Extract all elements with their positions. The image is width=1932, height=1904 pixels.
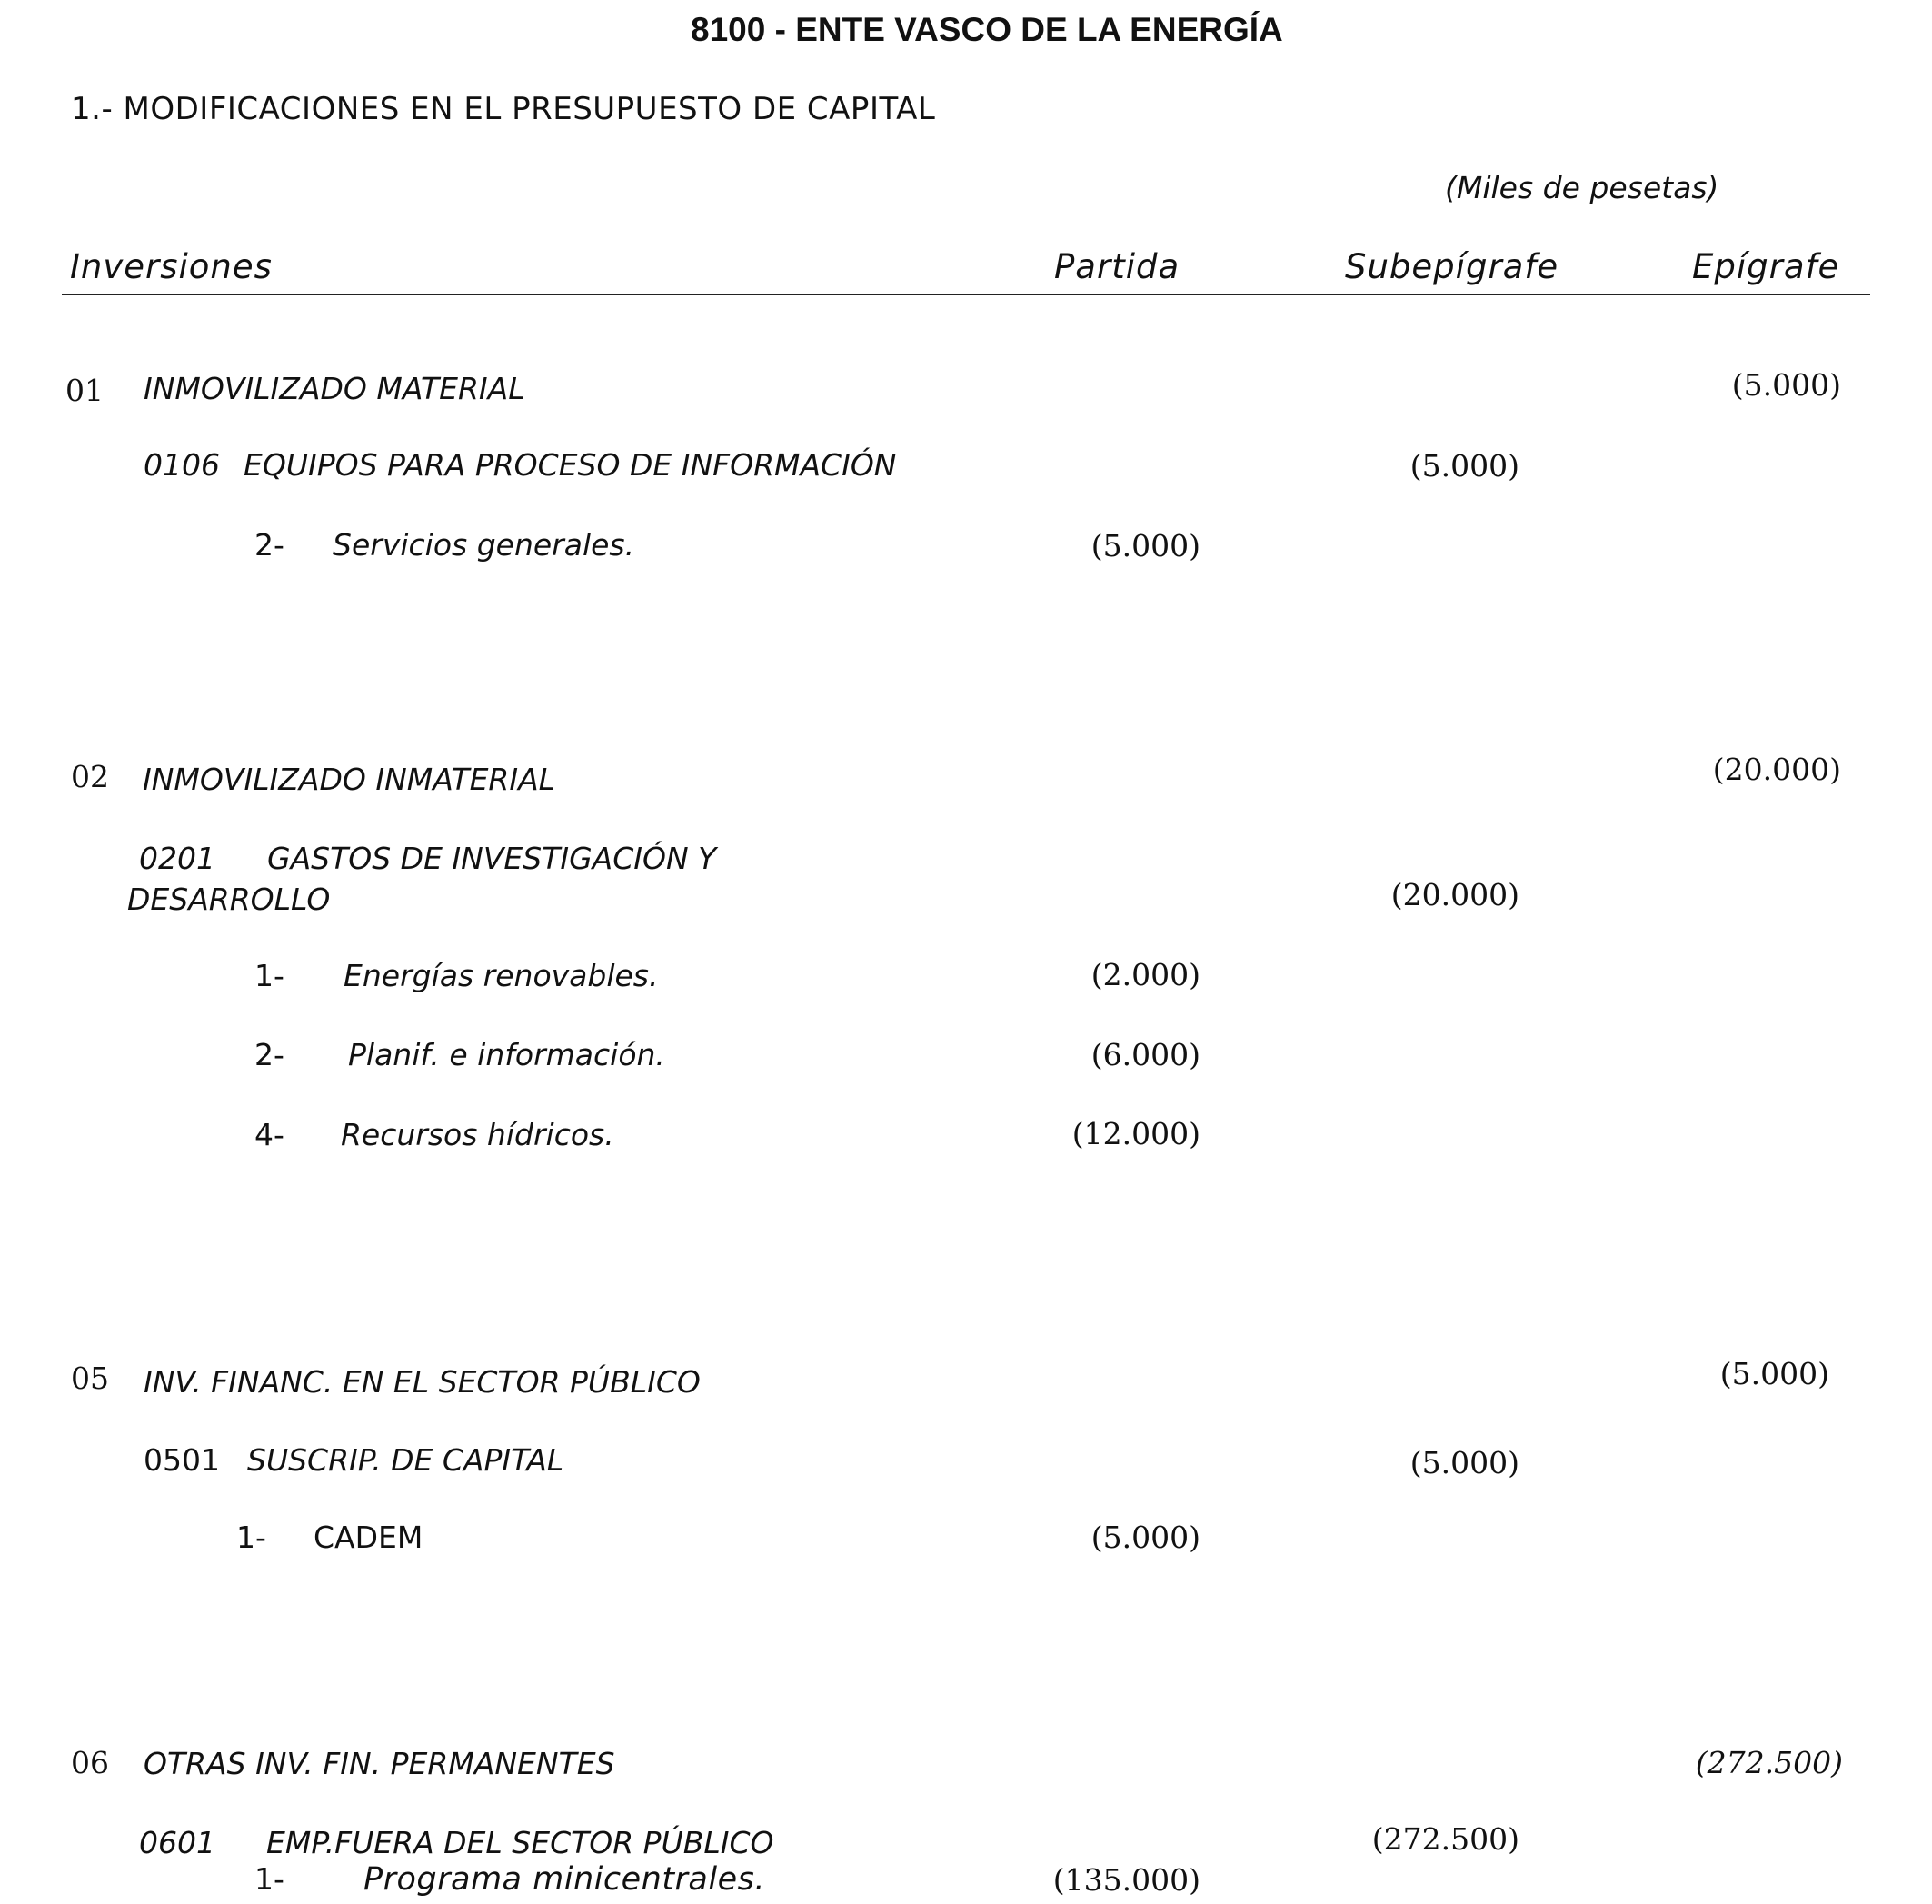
subgroup-name: GASTOS DE INVESTIGACIÓN Y xyxy=(267,841,717,876)
item-label: Energías renovables. xyxy=(344,958,659,993)
epigrafe-value: (272.500) xyxy=(1695,1745,1843,1780)
item-number: 4- xyxy=(254,1117,284,1152)
column-header-inversiones: Inversiones xyxy=(70,247,273,286)
item-label: Planif. e información. xyxy=(348,1037,665,1072)
group-name: INMOVILIZADO MATERIAL xyxy=(144,371,525,406)
partida-value: (5.000) xyxy=(1090,1520,1200,1555)
subgroup-name-continued: DESARROLLO xyxy=(127,882,331,917)
epigrafe-value: (20.000) xyxy=(1712,752,1841,787)
item-number: 2- xyxy=(254,527,284,563)
group-code: 05 xyxy=(71,1361,109,1396)
subgroup-name: SUSCRIP. DE CAPITAL xyxy=(247,1442,564,1478)
epigrafe-value: (5.000) xyxy=(1731,367,1841,403)
group-name: OTRAS INV. FIN. PERMANENTES xyxy=(144,1746,615,1781)
item-number: 2- xyxy=(254,1037,284,1072)
column-header-subepigrafe: Subepígrafe xyxy=(1345,247,1559,286)
subepigrafe-value: (5.000) xyxy=(1409,1445,1519,1480)
partida-value: (12.000) xyxy=(1071,1116,1200,1151)
subepigrafe-value: (20.000) xyxy=(1390,877,1519,912)
partida-value: (135.000) xyxy=(1052,1862,1200,1898)
section-heading: 1.- MODIFICACIONES EN EL PRESUPUESTO DE CAPITAL xyxy=(71,91,936,127)
group-code: 02 xyxy=(71,759,109,794)
group-name: INV. FINANC. EN EL SECTOR PÚBLICO xyxy=(144,1364,701,1400)
partida-value: (5.000) xyxy=(1090,528,1200,563)
item-number: 1- xyxy=(254,1861,284,1897)
column-header-partida: Partida xyxy=(1054,247,1180,286)
subgroup-name: EQUIPOS PARA PROCESO DE INFORMACIÓN xyxy=(244,447,897,483)
partida-value: (2.000) xyxy=(1090,957,1200,992)
subgroup-code: 0106 xyxy=(144,447,220,483)
page-title: 8100 - ENTE VASCO DE LA ENERGÍA xyxy=(691,11,1283,48)
subgroup-name: EMP.FUERA DEL SECTOR PÚBLICO xyxy=(266,1825,774,1860)
units-note: (Miles de pesetas) xyxy=(1445,170,1719,205)
header-rule xyxy=(62,294,1870,295)
item-number: 1- xyxy=(254,958,284,993)
group-name: INMOVILIZADO INMATERIAL xyxy=(143,762,556,797)
partida-value: (6.000) xyxy=(1090,1037,1200,1072)
epigrafe-value: (5.000) xyxy=(1719,1356,1829,1391)
subepigrafe-value: (5.000) xyxy=(1409,448,1519,483)
item-label: Programa minicentrales. xyxy=(363,1861,765,1898)
item-label: CADEM xyxy=(314,1520,423,1555)
item-label: Recursos hídricos. xyxy=(341,1117,614,1152)
item-number: 1- xyxy=(236,1520,266,1555)
group-code: 01 xyxy=(65,373,104,408)
subepigrafe-value: (272.500) xyxy=(1371,1821,1519,1857)
column-header-epigrafe: Epígrafe xyxy=(1692,247,1840,286)
subgroup-code: 0501 xyxy=(144,1442,220,1478)
subgroup-code: 0201 xyxy=(139,841,215,876)
group-code: 06 xyxy=(71,1745,109,1780)
item-label: Servicios generales. xyxy=(333,527,635,563)
subgroup-code: 0601 xyxy=(139,1825,215,1860)
